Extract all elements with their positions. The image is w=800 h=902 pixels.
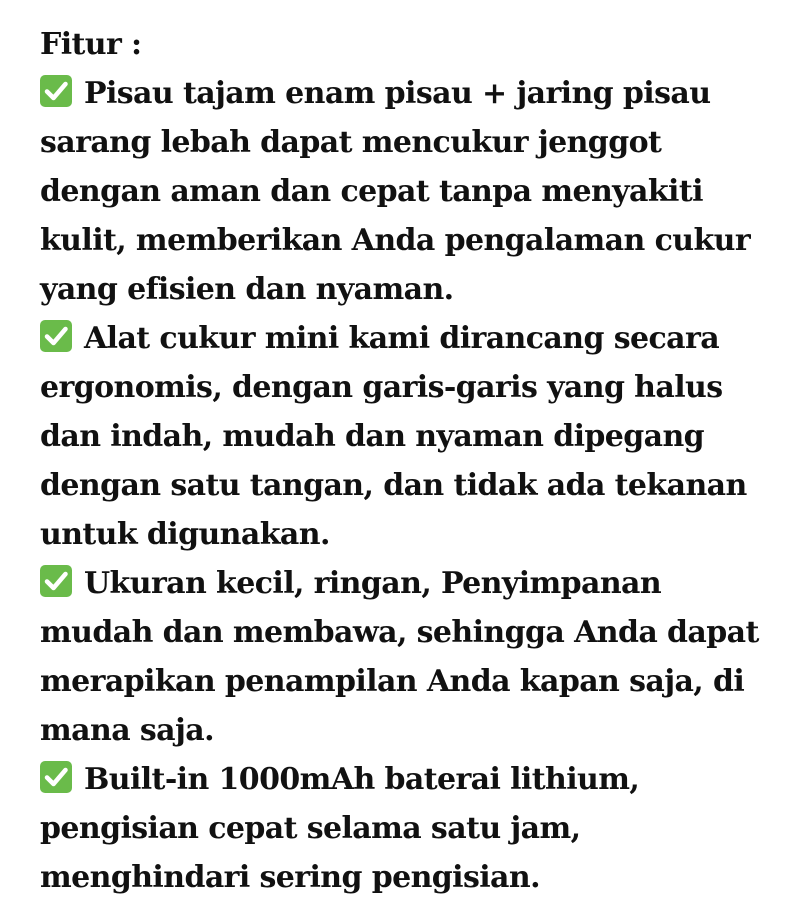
feature-item-1 (40, 69, 770, 314)
feature-text: Ukuran kecil, ringan, Penyimpanan mudah dan membawa, sehingga Anda dapat merapikan penampilan Anda kapan saja, di mana saja. (40, 566, 759, 748)
check-mark-icon (40, 75, 72, 107)
check-mark-icon (40, 320, 72, 352)
check-mark-icon (40, 565, 72, 597)
feature-text: Alat cukur mini kami dirancang secara ergonomis, dengan garis-garis yang halus dan indah, mudah dan nyaman dipegang dengan satu tangan, dan tidak ada tekanan untuk digunakan. (40, 321, 747, 552)
feature-item-4 (40, 755, 770, 902)
check-mark-icon (40, 761, 72, 793)
feature-item-3 (40, 559, 770, 755)
feature-list-document (40, 20, 770, 902)
section-heading: Fitur : (40, 27, 142, 62)
feature-text: Pisau tajam enam pisau + jaring pisau sarang lebah dapat mencukur jenggot dengan aman dan cepat tanpa menyakiti kulit, memberikan Anda pengalaman cukur yang efisien dan nyaman. (40, 76, 751, 307)
feature-item-2 (40, 314, 770, 559)
feature-text: Built-in 1000mAh baterai lithium, pengisian cepat selama satu jam, menghindari sering pengisian. (40, 762, 640, 895)
